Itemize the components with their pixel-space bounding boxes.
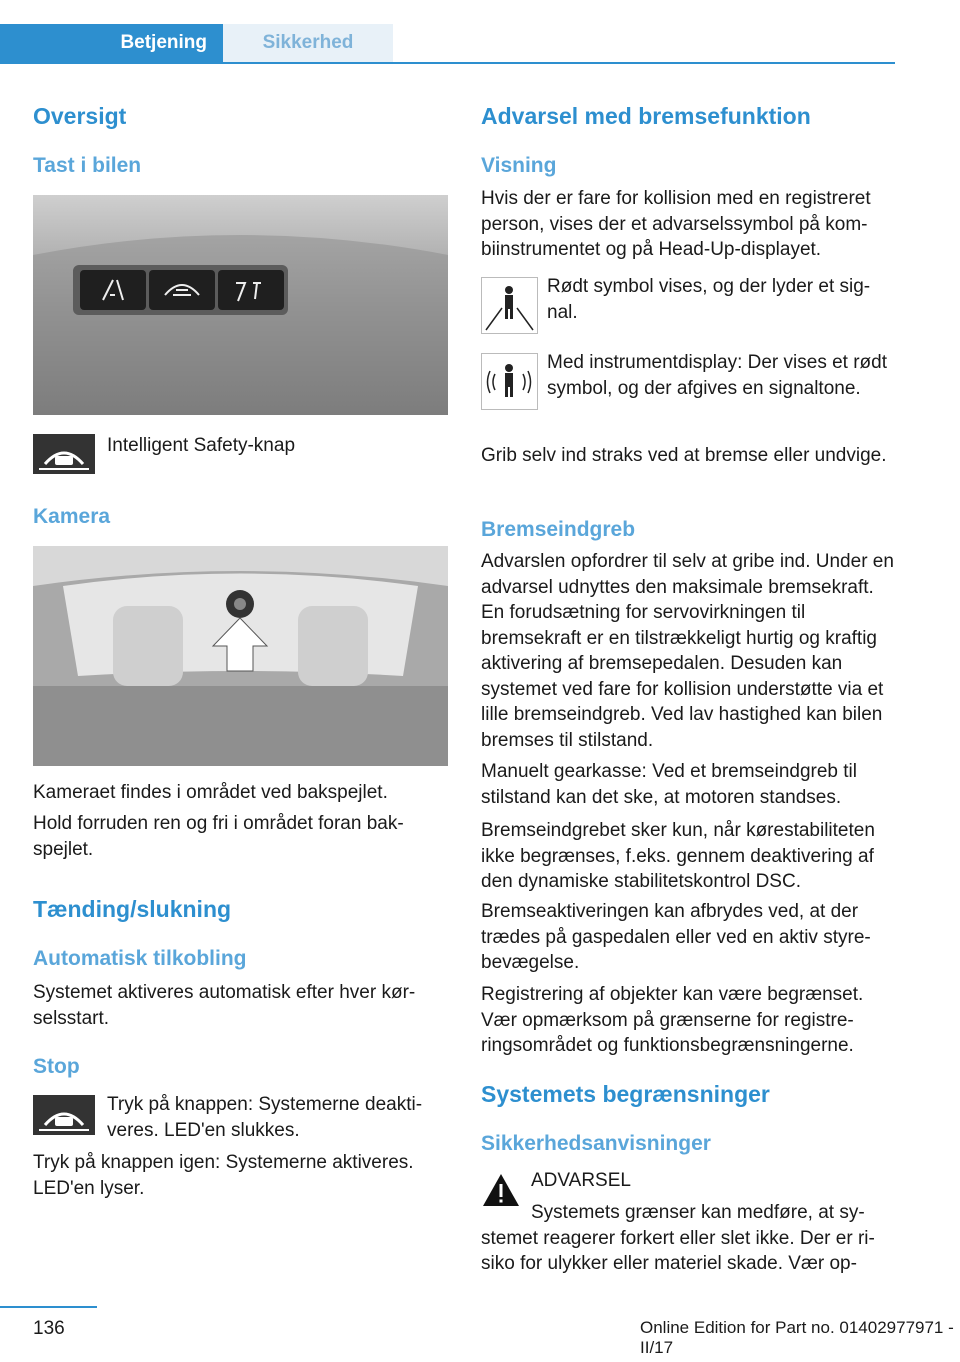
icon2-text: Med instrumentdisplay: Der vises et rødt symbol, og der afgives en signaltone. bbox=[547, 352, 888, 399]
heading-stop: Stop bbox=[33, 1055, 80, 1078]
grib-text: Grib selv ind straks ved at bremse eller undvige. bbox=[481, 445, 887, 466]
intelligent-safety-icon bbox=[33, 1095, 95, 1135]
stop-text-1: Tryk på knappen: Systemerne deaktiveres. LED'en slukkes. bbox=[107, 1094, 423, 1141]
intelligent-safety-icon bbox=[33, 434, 95, 474]
camera-location-photo bbox=[33, 546, 448, 766]
warning-title: ADVARSEL bbox=[531, 1170, 631, 1191]
button-panel-photo bbox=[33, 195, 448, 415]
heading-tast-i-bilen: Tast i bilen bbox=[33, 154, 142, 177]
section-tabs bbox=[0, 24, 895, 64]
heading-oversigt: Oversigt bbox=[33, 103, 127, 129]
heading-advarsel-bremsefunktion: Advarsel med bremsefunktion bbox=[481, 103, 811, 129]
pedestrian-signal-icon bbox=[481, 353, 538, 410]
footer-rule bbox=[0, 1306, 97, 1308]
bremse-text-2: Manuelt gearkasse: Ved et bremseindgreb til stilstand kan det ske, at motoren standses. bbox=[481, 761, 857, 808]
kamera-text-1: Kameraet findes i området ved bakspejlet. bbox=[33, 782, 388, 803]
heading-systemets-begraensninger: Systemets begrænsninger bbox=[481, 1081, 770, 1107]
auto-text: Systemet aktiveres automatisk efter hver kørselsstart. bbox=[33, 982, 416, 1029]
safety-button-label: Intelligent Safety-knap bbox=[107, 435, 296, 456]
visning-text: Hvis der er fare for kollision med en registreret person, vises der et advarselssymbol på kombiinstrumentet og på Head-Up-displayet. bbox=[481, 188, 871, 260]
bremse-text-5: Registrering af objekter kan være begrænset. Vær opmærksom på grænserne for registreringsområdet og funktionsbegrænsningerne. bbox=[481, 984, 864, 1056]
heading-automatisk-tilkobling: Automatisk tilkobling bbox=[33, 947, 247, 970]
page-number: 136 bbox=[33, 1318, 65, 1339]
heading-kamera: Kamera bbox=[33, 505, 111, 528]
bremse-text-3: Bremseindgrebet sker kun, når kørestabiliteten ikke begrænses, f.eks. gennem deaktivering af den dynamiske stabilitetskontrol DSC. bbox=[481, 820, 875, 892]
bremse-text-1: Advarslen opfordrer til selv at gribe ind. Under en advarsel udnyttes den maksimale bremsekraft. En forudsætning for servovirkningen til bremsekraft er en tilstrækkeligt hurtig og kraftig aktivering af bremsepedalen. Desuden kan systemet ved fare for kollision understøtte via et lille bremseindgreb. Ved lav hastighed kan bilen bremses til stilstand. bbox=[481, 551, 894, 751]
heading-visning: Visning bbox=[481, 154, 557, 177]
tab-sikkerhed[interactable]: Sikkerhed bbox=[223, 24, 393, 62]
stop-text-2: Tryk på knappen igen: Systemerne aktiveres. LED'en lyser. bbox=[33, 1152, 414, 1199]
warning-text: Systemets grænser kan medføre, at systemet reagerer forkert eller slet ikke. Der er risiko for ulykker eller materiel skade. Vær op- bbox=[481, 1202, 875, 1274]
edition-note: Online Edition for Part no. 01402977971 - II/17 bbox=[640, 1318, 954, 1357]
kamera-text-2: Hold forruden ren og fri i området foran bakspejlet. bbox=[33, 813, 404, 860]
icon1-text: Rødt symbol vises, og der lyder et signal. bbox=[547, 276, 871, 323]
heading-taending-slukning: Tænding/slukning bbox=[33, 896, 232, 922]
bremse-text-4: Bremseaktiveringen kan afbrydes ved, at der trædes på gaspedalen eller ved en aktiv styrebevægelse. bbox=[481, 901, 871, 973]
heading-bremseindgreb: Bremseindgreb bbox=[481, 518, 636, 541]
tab-betjening[interactable]: Betjening bbox=[0, 24, 223, 62]
pedestrian-warning-icon bbox=[481, 277, 538, 334]
heading-sikkerhedsanvisninger: Sikkerhedsanvisninger bbox=[481, 1132, 711, 1155]
